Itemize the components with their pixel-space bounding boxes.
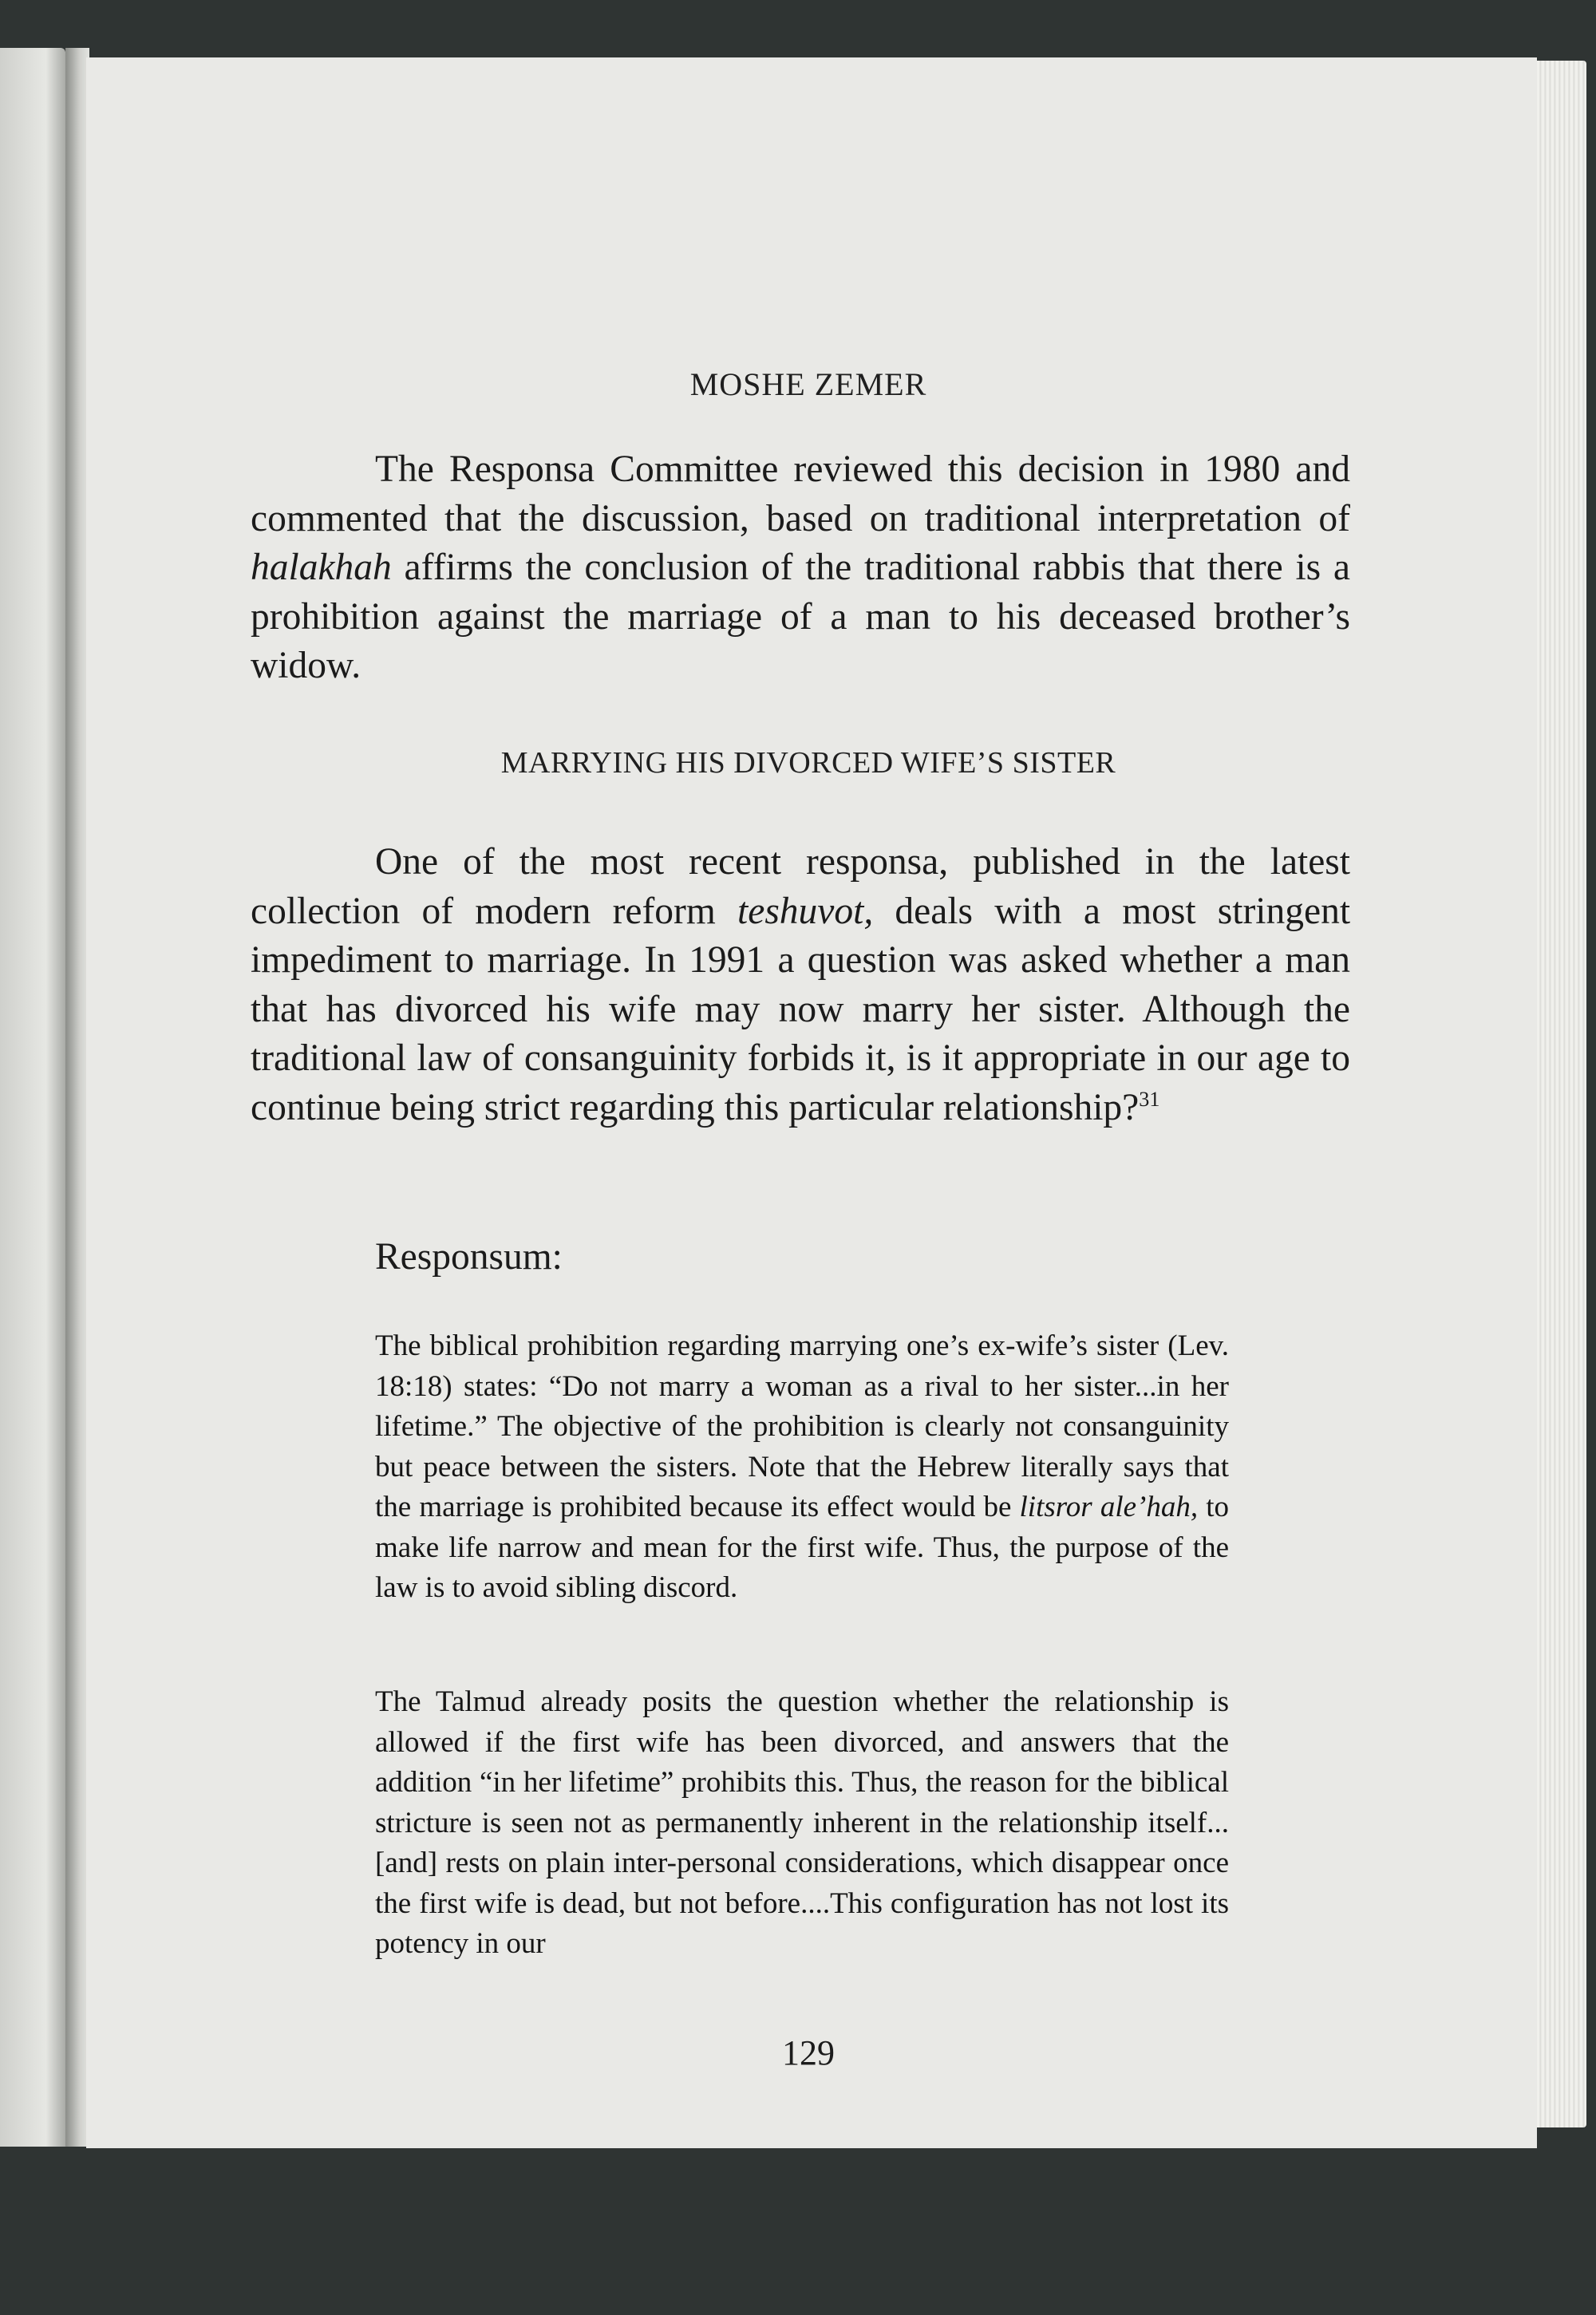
paragraph-committee-review: The Responsa Committee reviewed this decision in 1980 and commented that the discussion, based on traditional interpretation of halakhah affirms the conclusion of the traditional rabbis that there is a prohibition against the marriage of a man to his deceased brother’s widow. [251, 448, 1350, 686]
footnote-marker: 31 [1139, 1087, 1160, 1111]
block-quote-1: The biblical prohibition regarding marrying one’s ex-wife’s sister (Lev. 18:18) states: “Do not marry a woman as a rival to her sister...in her lifetime.” The objective of the prohibition is clearly not consanguinity but peace between the sisters. Note that the Hebrew literally says that the marriage is prohibited because its effect would be litsror ale’hah, to make life narrow and mean for the first wife. Thus, the purpose of the law is to avoid sibling discord. [375, 1329, 1229, 1604]
italic-term: litsror ale’hah, [1019, 1491, 1199, 1523]
page-stack-edge [1537, 61, 1586, 2127]
responsum-label: Responsum: [375, 1236, 563, 1278]
section-heading: MARRYING HIS DIVORCED WIFE’S SISTER [500, 746, 1116, 780]
facing-page-edge [0, 48, 65, 2147]
page-number: 129 [782, 2033, 835, 2072]
block-quote-2: The Talmud already posits the question whether the relationship is allowed if the first wife has been divorced, and answers that the addition “in her lifetime” prohibits this. Thus, the reason for the biblical stricture is seen not as permanently inherent in the relationship itself...[and] rests on plain inter-personal considerations, which disappear once the first wife is dead, but not before....This configuration has not lost its potency in our [375, 1685, 1229, 1960]
book-page [86, 57, 1537, 2148]
italic-term: teshuvot, [737, 890, 874, 932]
paragraph-recent-responsa: One of the most recent responsa, published in the latest collection of modern reform teshuvot, deals with a most stringent impediment to marriage. In 1991 a question was asked whether a man that has divorced his wife may now marry her sister. Although the traditional law of consanguinity forbids it, is it appropriate in our age to continue being strict regarding this particular relationship?$^{31}$ [251, 841, 1351, 1128]
running-head: MOSHE ZEMER [689, 366, 927, 402]
italic-term: halakhah [251, 547, 392, 588]
